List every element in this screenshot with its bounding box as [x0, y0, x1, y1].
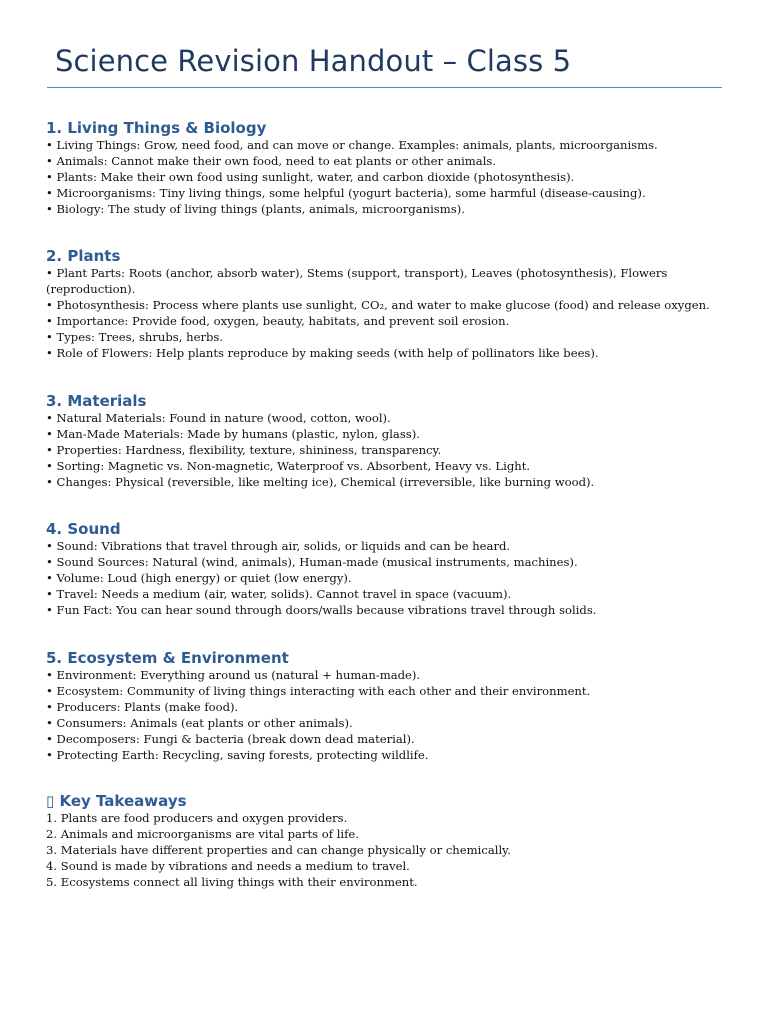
list-item: • Protecting Earth: Recycling, saving forests, protecting wildlife.	[46, 747, 429, 762]
list-item: • Consumers: Animals (eat plants or other animals).	[46, 715, 353, 730]
list-item: 2. Animals and microorganisms are vital parts of life.	[46, 826, 359, 841]
section-living-things	[46, 118, 736, 218]
list-item: • Natural Materials: Found in nature (wood, cotton, wool).	[46, 411, 391, 425]
section-plants	[46, 246, 736, 361]
page-title: Science Revision Handout – Class 5	[55, 44, 572, 78]
section-heading: ▯ Key Takeaways	[46, 792, 187, 810]
list-item: • Role of Flowers: Help plants reproduce by making seeds (with help of pollinators like bees).	[46, 345, 599, 360]
section-sound	[46, 519, 736, 619]
list-item: • Sound: Vibrations that travel through air, solids, or liquids and can be heard.	[46, 539, 511, 553]
section-heading: 2. Plants	[46, 247, 121, 265]
list-item: • Volume: Loud (high energy) or quiet (low energy).	[46, 570, 352, 585]
list-item: • Environment: Everything around us (natural + human-made).	[46, 668, 421, 682]
section-key-takeaways	[46, 791, 736, 891]
list-item: 4. Sound is made by vibrations and needs a medium to travel.	[46, 858, 410, 873]
list-item: • Ecosystem: Community of living things interacting with each other and their environment.	[46, 683, 591, 698]
list-item: • Decomposers: Fungi & bacteria (break down dead material).	[46, 731, 415, 746]
list-item: • Living Things: Grow, need food, and can move or change. Examples: animals, plants, microorganisms.	[46, 138, 658, 152]
section-ecosystem	[46, 648, 736, 763]
list-item: • Types: Trees, shrubs, herbs.	[46, 329, 224, 344]
title-divider	[47, 87, 722, 88]
list-item: • Fun Fact: You can hear sound through doors/walls because vibrations travel through solids.	[46, 602, 597, 617]
list-item: • Changes: Physical (reversible, like melting ice), Chemical (irreversible, like burning wood).	[46, 474, 595, 489]
list-item: • Biology: The study of living things (plants, animals, microorganisms).	[46, 201, 465, 216]
list-item: • Man-Made Materials: Made by humans (plastic, nylon, glass).	[46, 426, 420, 441]
list-item: • Microorganisms: Tiny living things, some helpful (yogurt bacteria), some harmful (disease-causing).	[46, 185, 646, 200]
list-item: • Sound Sources: Natural (wind, animals), Human-made (musical instruments, machines).	[46, 554, 578, 569]
section-materials	[46, 391, 736, 491]
list-item: • Plants: Make their own food using sunlight, water, and carbon dioxide (photosynthesis).	[46, 169, 575, 184]
list-item: • Properties: Hardness, flexibility, texture, shininess, transparency.	[46, 442, 442, 457]
list-item: 5. Ecosystems connect all living things with their environment.	[46, 874, 418, 889]
list-item: • Animals: Cannot make their own food, need to eat plants or other animals.	[46, 153, 497, 168]
list-item: • Travel: Needs a medium (air, water, solids). Cannot travel in space (vacuum).	[46, 586, 512, 601]
section-heading: 5. Ecosystem & Environment	[46, 649, 289, 667]
section-heading: 1. Living Things & Biology	[46, 119, 267, 137]
list-item: • Photosynthesis: Process where plants use sunlight, CO₂, and water to make glucose (food) and release oxygen.	[46, 297, 710, 312]
section-heading: 4. Sound	[46, 520, 121, 538]
list-item: 3. Materials have different properties and can change physically or chemically.	[46, 842, 511, 857]
list-item: 1. Plants are food producers and oxygen providers.	[46, 811, 348, 825]
list-item: • Sorting: Magnetic vs. Non-magnetic, Waterproof vs. Absorbent, Heavy vs. Light.	[46, 458, 531, 473]
section-heading: 3. Materials	[46, 392, 147, 410]
list-item: • Producers: Plants (make food).	[46, 699, 239, 714]
list-item: • Plant Parts: Roots (anchor, absorb water), Stems (support, transport), Leaves (photosynthesis), Flowers (reproduction).	[46, 266, 668, 296]
list-item: • Importance: Provide food, oxygen, beauty, habitats, and prevent soil erosion.	[46, 313, 510, 328]
